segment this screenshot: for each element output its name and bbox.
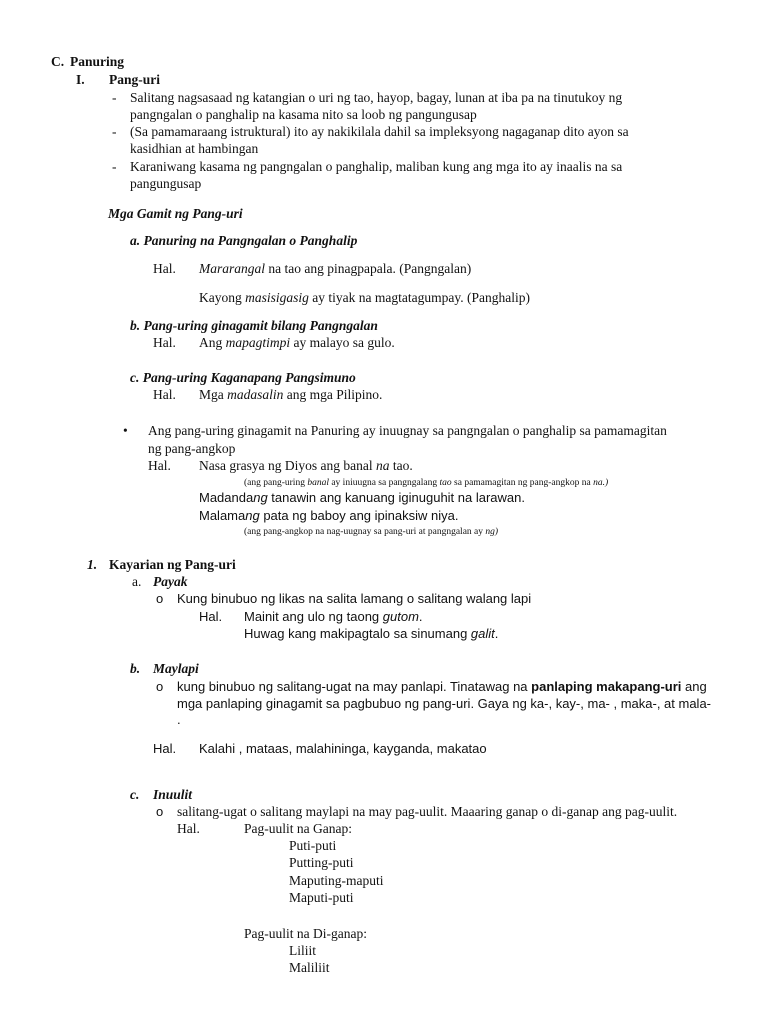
intro-line: (Sa pamamaraang istruktural) ito ay nakikilala dahil sa impleksyong nagaganap dito ayon sa	[130, 124, 629, 139]
example-line	[199, 335, 395, 351]
dash-marker: -	[112, 124, 117, 139]
example-text: Mainit ang ulo ng taong	[244, 609, 383, 624]
note-line	[244, 475, 608, 491]
payak-marker: a.	[132, 574, 142, 589]
ganap-label: Pag-uulit na Ganap:	[244, 821, 352, 836]
payak-title: Payak	[153, 574, 188, 589]
note-text: (ang pang-uring	[244, 478, 308, 488]
example-italic: mapagtimpi	[225, 335, 291, 350]
kayarian-title: Kayarian ng Pang-uri	[109, 557, 236, 572]
intro-line: Salitang nagsasaad ng katangian o uri ng tao, hayop, bagay, lunan at iba pa na tinutukoy ng	[130, 90, 623, 105]
hal-label: Hal.	[148, 458, 171, 473]
section-c-title: Panuring	[70, 54, 125, 69]
gamit-a-title: a. Panuring na Pangngalan o Panghalip	[130, 233, 358, 248]
example-text: pata ng baboy ang ipinaksiw niya.	[259, 508, 459, 523]
example-line	[199, 490, 525, 506]
hal-label: Hal.	[153, 261, 176, 276]
example-line	[199, 508, 458, 524]
example-italic: ng	[245, 508, 260, 523]
kayarian-marker: 1.	[87, 557, 98, 572]
section-c-marker: C.	[51, 54, 65, 69]
desc-bold: panlaping makapang-uri	[531, 679, 682, 694]
gamit-c-title: c. Pang-uring Kaganapang Pangsimuno	[130, 370, 356, 385]
example-text: .	[494, 626, 499, 641]
example-line	[199, 261, 471, 277]
example-text: Madanda	[199, 490, 254, 505]
example-italic: masisigasig	[245, 290, 309, 305]
example-text: tanawin ang kanuang iginuguhit na larawan.	[267, 490, 525, 505]
note-italic: tao	[439, 478, 452, 488]
example-text: Kayong	[199, 290, 246, 305]
section-i-title: Pang-uri	[109, 72, 161, 87]
intro-line: Karaniwang kasama ng pangngalan o panghalip, maliban kung ang mga ito ay inaalis na sa	[130, 159, 623, 174]
circle-bullet: o	[156, 679, 164, 694]
example-text: ay tiyak na magtatagumpay. (Panghalip)	[308, 290, 530, 305]
diganap-item: Maliliit	[289, 960, 330, 975]
diganap-item: Liliit	[289, 943, 316, 958]
example-line	[244, 626, 498, 642]
note-text: sa pamamagitan ng pang-angkop na	[451, 478, 594, 488]
maylapi-desc-line	[177, 679, 707, 695]
note-text: ay iniuugna sa pangngalang	[328, 478, 440, 488]
desc-text: kung binubuo ng salitang-ugat na may panlapi. Tinatawag na	[177, 679, 532, 694]
circle-bullet: o	[156, 804, 164, 819]
example-italic: Mararangal	[199, 261, 266, 276]
desc-text: ang	[681, 679, 707, 694]
example-italic: madasalin	[227, 387, 284, 402]
example-text: ang mga Pilipino.	[283, 387, 383, 402]
note-italic: banal	[307, 478, 329, 488]
bullet-line: ng pang-angkop	[148, 441, 236, 456]
example-italic: na	[375, 458, 390, 473]
circle-bullet: o	[156, 591, 164, 606]
ganap-item: Putting-puti	[289, 855, 354, 870]
bullet-line: Ang pang-uring ginagamit na Panuring ay inuugnay sa pangngalan o panghalip sa pamamagitan	[148, 423, 667, 438]
example-text: Malama	[199, 508, 246, 523]
hal-label: Hal.	[153, 335, 176, 350]
maylapi-desc-line: mga panlaping ginagamit sa pagbubuo ng pang-uri. Gaya ng ka-, kay-, ma- , maka-, at mala-	[177, 696, 712, 711]
note-italic: na.)	[593, 478, 609, 488]
note-text: (ang pang-angkop na nag-uugnay sa pang-uri at pangngalan ay	[244, 527, 486, 537]
example-italic: gutom	[382, 609, 419, 624]
example-line	[199, 290, 530, 306]
note-line	[244, 524, 498, 540]
example-text: Ang	[199, 335, 226, 350]
payak-desc: Kung binubuo ng likas na salita lamang o salitang walang lapi	[177, 591, 532, 606]
dash-marker: -	[112, 159, 117, 174]
gamit-heading: Mga Gamit ng Pang-uri	[108, 206, 243, 221]
inuulit-marker: c.	[130, 787, 140, 802]
maylapi-desc-line: .	[177, 712, 181, 727]
maylapi-marker: b.	[130, 661, 141, 676]
example-text: Nasa grasya ng Diyos ang banal	[199, 458, 376, 473]
hal-label: Hal.	[153, 741, 177, 756]
example-text: Mga	[199, 387, 228, 402]
example-italic: ng	[253, 490, 268, 505]
hal-label: Hal.	[199, 609, 223, 624]
example-line	[244, 609, 423, 625]
example-line	[199, 387, 382, 403]
maylapi-title: Maylapi	[153, 661, 199, 676]
diganap-label: Pag-uulit na Di-ganap:	[244, 926, 367, 941]
example-text: na tao ang pinagpapala. (Pangngalan)	[265, 261, 472, 276]
intro-line: pangngalan o panghalip na kasama nito sa loob ng pangungusap	[130, 107, 477, 122]
gamit-b-title: b. Pang-uring ginagamit bilang Pangngalan	[130, 318, 378, 333]
bullet-marker: •	[123, 423, 128, 438]
hal-label: Hal.	[153, 387, 176, 402]
section-i-marker: I.	[76, 72, 85, 87]
hal-label: Hal.	[177, 821, 200, 836]
example-text: Huwag kang makipagtalo sa sinumang	[244, 626, 471, 641]
example-text: ay malayo sa gulo.	[290, 335, 395, 350]
inuulit-desc: salitang-ugat o salitang maylapi na may pag-uulit. Maaaring ganap o di-ganap ang pag-uulit.	[177, 804, 678, 819]
example-italic: galit	[470, 626, 495, 641]
example-text: .	[418, 609, 423, 624]
dash-marker: -	[112, 90, 117, 105]
ganap-item: Maputing-maputi	[289, 873, 384, 888]
intro-line: pangungusap	[130, 176, 202, 191]
ganap-item: Puti-puti	[289, 838, 337, 853]
note-italic: ng)	[485, 527, 499, 537]
inuulit-title: Inuulit	[153, 787, 193, 802]
example-text: tao.	[389, 458, 413, 473]
maylapi-example: Kalahi , mataas, malahininga, kayganda, makatao	[199, 741, 487, 756]
example-line	[199, 458, 413, 474]
intro-line: kasidhian at hambingan	[130, 141, 259, 156]
ganap-item: Maputi-puti	[289, 890, 354, 905]
